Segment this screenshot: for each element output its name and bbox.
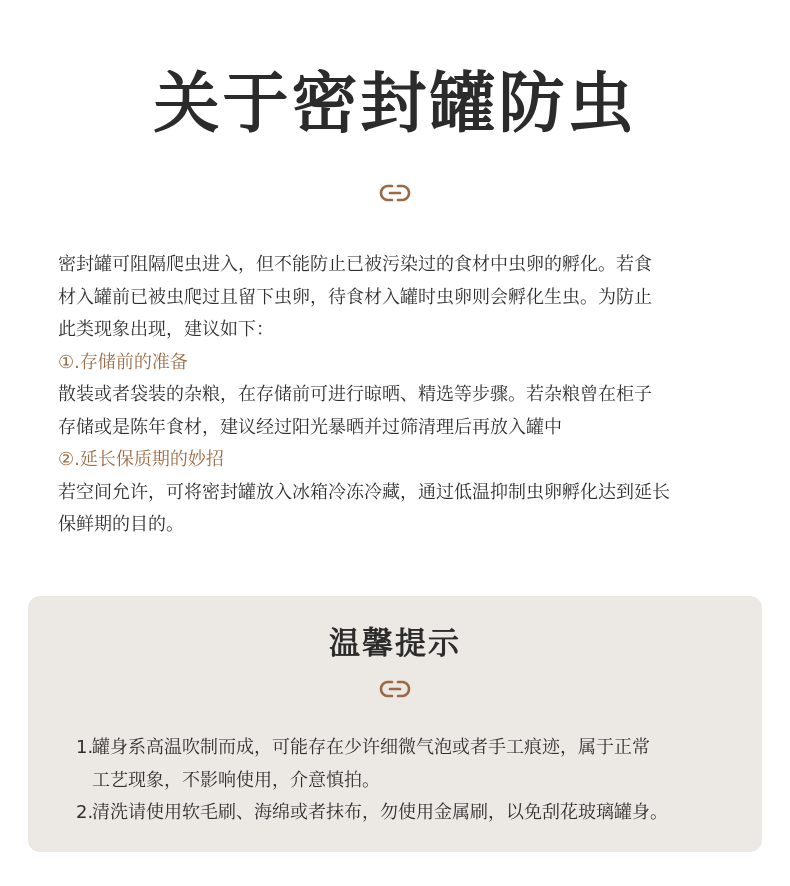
tips-item-number: 1. [76,737,94,758]
tips-list-item [76,797,736,830]
page-title: 关于密封罐防虫 [153,65,637,142]
section-body-line: 若空间允许，可将密封罐放入冰箱冷冻冷藏，通过低温抑制虫卵孵化达到延长 [58,481,670,503]
tips-title: 温馨提示 [329,626,461,662]
tips-item-line: 工艺现象，不影响使用，介意慎拍。 [92,769,380,791]
tips-list-item [76,732,736,797]
intro-line: 密封罐可阻隔爬虫进入，但不能防止已被污染过的食材中虫卵的孵化。若食 [58,254,652,275]
tips-item-line: 清洗请使用软毛刷、海绵或者抹布，勿使用金属刷，以免刮花玻璃罐身。 [92,802,668,823]
section-heading-shelf-life: ②.延长保质期的妙招 [58,449,224,470]
section-body-line: 存储或是陈年食材，建议经过阳光暴晒并过筛清理后再放入罐中 [58,416,562,438]
chain-link-icon [378,679,412,699]
section-heading-storage-prep: ①.存储前的准备 [58,351,188,373]
tips-list [76,732,736,830]
tips-item-line: 罐身系高温吹制而成，可能存在少许细微气泡或者手工痕迹，属于正常 [92,737,650,758]
intro-line: 此类现象出现，建议如下： [58,319,274,340]
tips-item-number: 2. [76,802,94,823]
section-body-line: 保鲜期的目的。 [58,514,184,535]
chain-link-icon [378,183,412,203]
intro-line: 材入罐前已被虫爬过且留下虫卵，待食材入罐时虫卵则会孵化生虫。为防止 [58,286,652,308]
section-body-line: 散装或者袋装的杂粮，在存储前可进行晾晒、精选等步骤。若杂粮曾在柜子 [58,384,652,405]
intro-text [58,249,748,542]
